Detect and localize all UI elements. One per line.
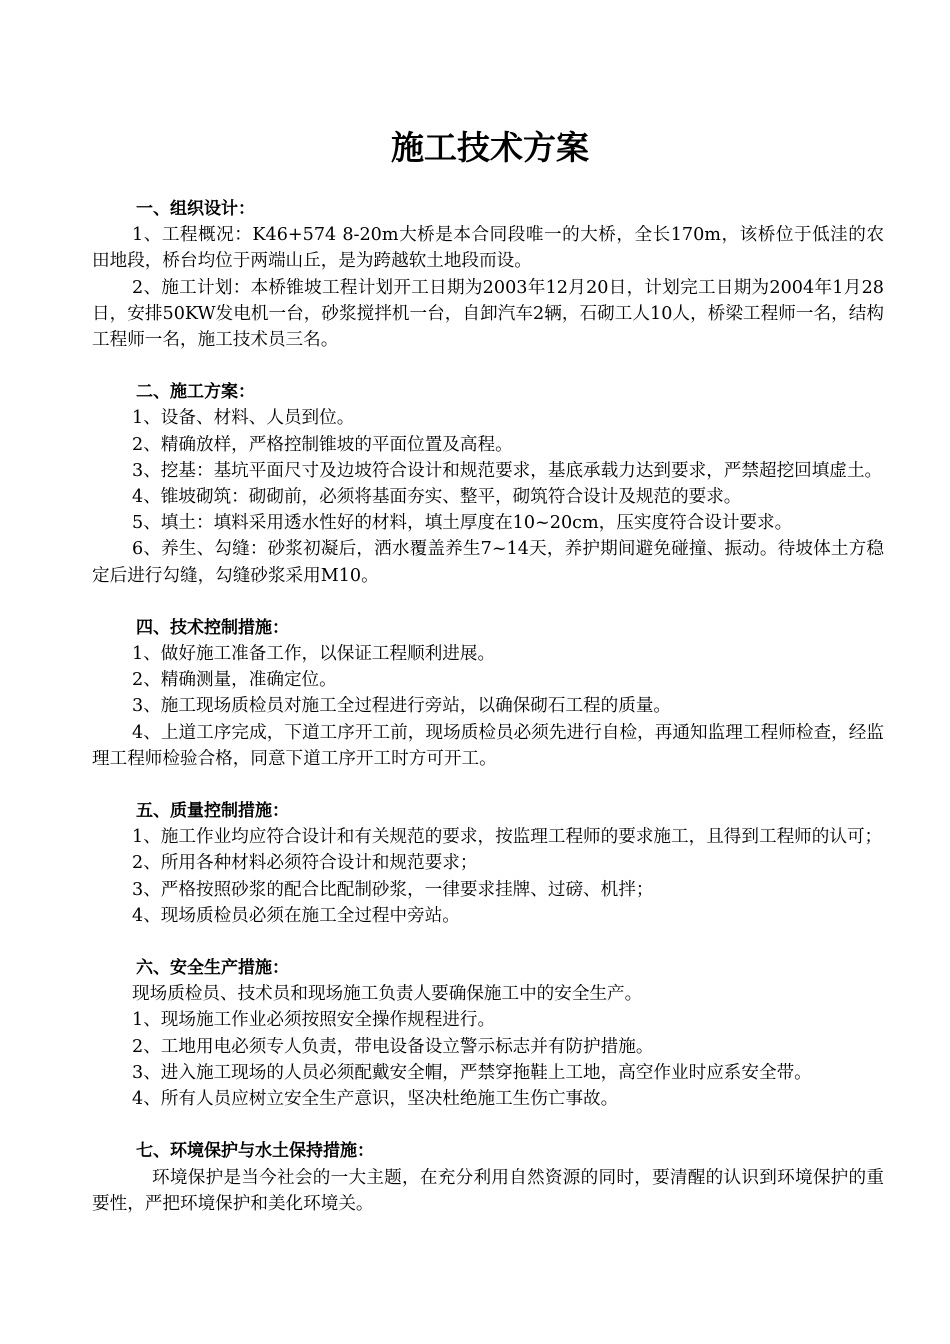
paragraph: 4、上道工序完成，下道工序开工前，现场质检员必须先进行自检，再通知监理工程师检查，经监理工程师检验合格，同意下道工序开工时方可开工。 [92, 722, 884, 769]
section-heading-environment: 七、环境保护与水土保持措施： [136, 1141, 374, 1162]
section-heading-safety: 六、安全生产措施： [136, 958, 289, 979]
spacer [92, 1112, 884, 1138]
paragraph: 3、严格按照砂浆的配合比配制砂浆，一律要求挂牌、过磅、机拌； [132, 879, 654, 900]
document-body [92, 196, 884, 1217]
paragraph: 3、进入施工现场的人员必须配戴安全帽，严禁穿拖鞋上工地，高空作业时应系安全带。 [132, 1062, 812, 1083]
spacer [92, 772, 884, 798]
paragraph: 4、锥坡砌筑：砌砌前，必须将基面夯实、整平，砌筑符合设计及规范的要求。 [132, 487, 742, 508]
paragraph: 2、工地用电必须专人负责，带电设备设立警示标志并有防护措施。 [132, 1036, 654, 1057]
document-title: 施工技术方案 [391, 128, 589, 167]
spacer [92, 589, 884, 615]
spacer [92, 353, 884, 379]
paragraph: 2、所用各种材料必须符合设计和规范要求； [132, 853, 478, 874]
paragraph: 1、工程概况：K46+574 8-20m大桥是本合同段唯一的大桥，全长170m，该桥位于低洼的农田地段，桥台均位于两端山丘，是为跨越软土地段而设。 [92, 225, 884, 272]
spacer [92, 929, 884, 955]
paragraph: 3、施工现场质检员对施工全过程进行旁站，以确保砌石工程的质量。 [132, 696, 672, 717]
paragraph: 环境保护是当今社会的一大主题，在充分利用自然资源的同时，要清醒的认识到环境保护的重要性，严把环境保护和美化环境关。 [92, 1167, 884, 1214]
paragraph: 4、所有人员应树立安全生产意识，坚决杜绝施工生伤亡事故。 [132, 1089, 619, 1110]
paragraph: 1、现场施工作业必须按照安全操作规程进行。 [132, 1010, 496, 1031]
paragraph: 5、填土：填料采用透水性好的材料，填土厚度在10~20cm，压实度符合设计要求。 [132, 513, 793, 534]
paragraph: 1、做好施工准备工作，以保证工程顺利进展。 [132, 644, 496, 665]
paragraph: 1、施工作业均应符合设计和有关规范的要求，按监理工程师的要求施工，且得到工程师的认可； [132, 827, 883, 848]
paragraph: 2、精确测量，准确定位。 [132, 670, 337, 691]
section-heading-quality-control: 五、质量控制措施： [136, 801, 289, 822]
paragraph: 6、养生、勾缝：砂浆初凝后，洒水覆盖养生7~14天，养护期间避免碰撞、振动。待坡体土方稳定后进行勾缝，勾缝砂浆采用M10。 [92, 539, 884, 586]
section-heading-technical-control: 四、技术控制措施： [136, 617, 289, 638]
paragraph: 2、精确放样，严格控制锥坡的平面位置及高程。 [132, 434, 513, 455]
paragraph: 3、挖基：基坑平面尺寸及边坡符合设计和规范要求，基底承载力达到要求，严禁超挖回填虚土。 [132, 460, 883, 481]
paragraph: 2、施工计划：本桥锥坡工程计划开工日期为2003年12月20日，计划完工日期为2004年1月28日，安排50KW发电机一台，砂浆搅拌机一台，自卸汽车2辆，石砌工人10人，桥梁工程师一名，结构工程师一名，施工技术员三名。 [92, 277, 884, 351]
paragraph: 现场质检员、技术员和现场施工负责人要确保施工中的安全生产。 [132, 984, 643, 1005]
paragraph: 4、现场质检员必须在施工全过程中旁站。 [132, 905, 460, 926]
section-heading-organization: 一、组织设计： [136, 199, 255, 219]
paragraph: 1、设备、材料、人员到位。 [132, 408, 355, 429]
section-heading-construction-plan: 二、施工方案： [136, 382, 255, 403]
